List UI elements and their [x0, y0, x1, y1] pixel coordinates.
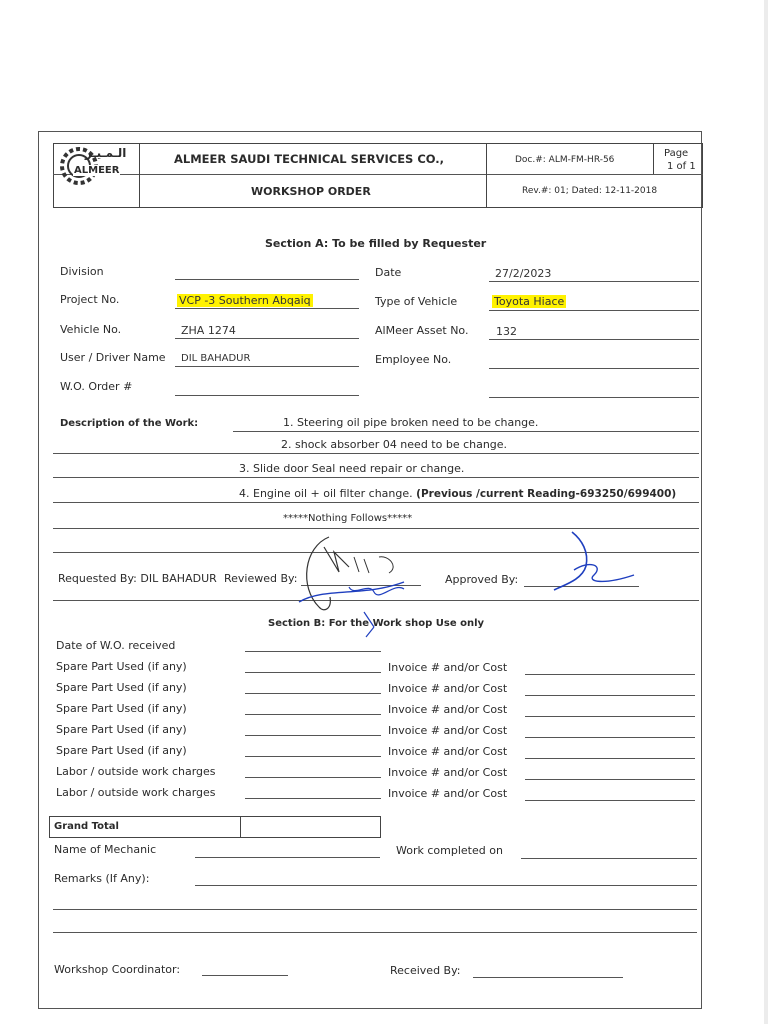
- requested-by: Requested By: DIL BAHADUR: [58, 572, 217, 585]
- row-6-label: Labor / outside work charges: [56, 786, 216, 799]
- logo-text: ALMEER: [74, 165, 120, 176]
- vehicle-type-label: Type of Vehicle: [375, 295, 458, 308]
- approved-by: Approved By:: [445, 573, 519, 586]
- revision: Rev.#: 01; Dated: 12-11-2018: [522, 186, 658, 196]
- company-logo: [57, 146, 137, 186]
- vehicle-type-value: Toyota Hiace: [494, 295, 565, 308]
- date-value: 27/2/2023: [495, 267, 552, 280]
- logo-arabic: الـمـيـر: [85, 146, 127, 160]
- work-item-4: 4. Engine oil + oil filter change. (Previous /current Reading-693250/699400): [239, 487, 677, 500]
- page-edge: [764, 0, 768, 1024]
- row-3-invoice: Invoice # and/or Cost: [388, 724, 508, 737]
- company-name: ALMEER SAUDI TECHNICAL SERVICES CO.,: [174, 152, 445, 166]
- section-a-title: Section A: To be filled by Requester: [265, 237, 487, 250]
- nothing-follows: *****Nothing Follows*****: [283, 513, 413, 524]
- row-5-invoice: Invoice # and/or Cost: [388, 766, 508, 779]
- division-label: Division: [60, 265, 104, 278]
- row-3-label: Spare Part Used (if any): [56, 723, 187, 736]
- row-1-label: Spare Part Used (if any): [56, 681, 187, 694]
- completed-label: Work completed on: [396, 844, 503, 857]
- description-label: Description of the Work:: [60, 418, 199, 429]
- form-title: WORKSHOP ORDER: [251, 185, 371, 198]
- vehicle-no-value: ZHA 1274: [181, 324, 236, 337]
- wo-order-label: W.O. Order #: [60, 380, 133, 393]
- date-received-label: Date of W.O. received: [56, 639, 176, 652]
- section-b-title: Section B: For the Work shop Use only: [268, 618, 485, 629]
- row-0-label: Spare Part Used (if any): [56, 660, 187, 673]
- vehicle-no-label: Vehicle No.: [60, 323, 122, 336]
- mechanic-label: Name of Mechanic: [54, 843, 157, 856]
- work-item-3: 3. Slide door Seal need repair or change.: [239, 462, 465, 475]
- work-item-1: 1. Steering oil pipe broken need to be change.: [283, 416, 539, 429]
- workshop-order-form: [38, 131, 702, 1009]
- asset-label: AlMeer Asset No.: [375, 324, 469, 337]
- reviewed-by: Reviewed By:: [224, 572, 298, 585]
- row-5-label: Labor / outside work charges: [56, 765, 216, 778]
- page-label: Page: [664, 148, 689, 159]
- coordinator-label: Workshop Coordinator:: [54, 963, 181, 976]
- work-item-2: 2. shock absorber 04 need to be change.: [281, 438, 508, 451]
- doc-number: Doc.#: ALM-FM-HR-56: [515, 155, 615, 165]
- grand-total-label: Grand Total: [54, 821, 119, 832]
- date-label: Date: [375, 266, 402, 279]
- row-4-label: Spare Part Used (if any): [56, 744, 187, 757]
- row-6-invoice: Invoice # and/or Cost: [388, 787, 508, 800]
- project-label: Project No.: [60, 293, 120, 306]
- row-0-invoice: Invoice # and/or Cost: [388, 661, 508, 674]
- employee-label: Employee No.: [375, 353, 452, 366]
- received-by-label: Received By:: [390, 964, 461, 977]
- approver-signature: [544, 530, 654, 600]
- page-value: 1 of 1: [667, 161, 696, 172]
- asset-value: 132: [496, 325, 517, 338]
- reading-note: (Previous /current Reading-693250/699400): [416, 488, 677, 500]
- project-value: VCP -3 Southern Abqaiq: [179, 294, 311, 307]
- row-4-invoice: Invoice # and/or Cost: [388, 745, 508, 758]
- row-2-label: Spare Part Used (if any): [56, 702, 187, 715]
- driver-value: DIL BAHADUR: [181, 353, 251, 364]
- driver-label: User / Driver Name: [60, 351, 166, 364]
- row-1-invoice: Invoice # and/or Cost: [388, 682, 508, 695]
- remarks-label: Remarks (If Any):: [54, 872, 150, 885]
- row-2-invoice: Invoice # and/or Cost: [388, 703, 508, 716]
